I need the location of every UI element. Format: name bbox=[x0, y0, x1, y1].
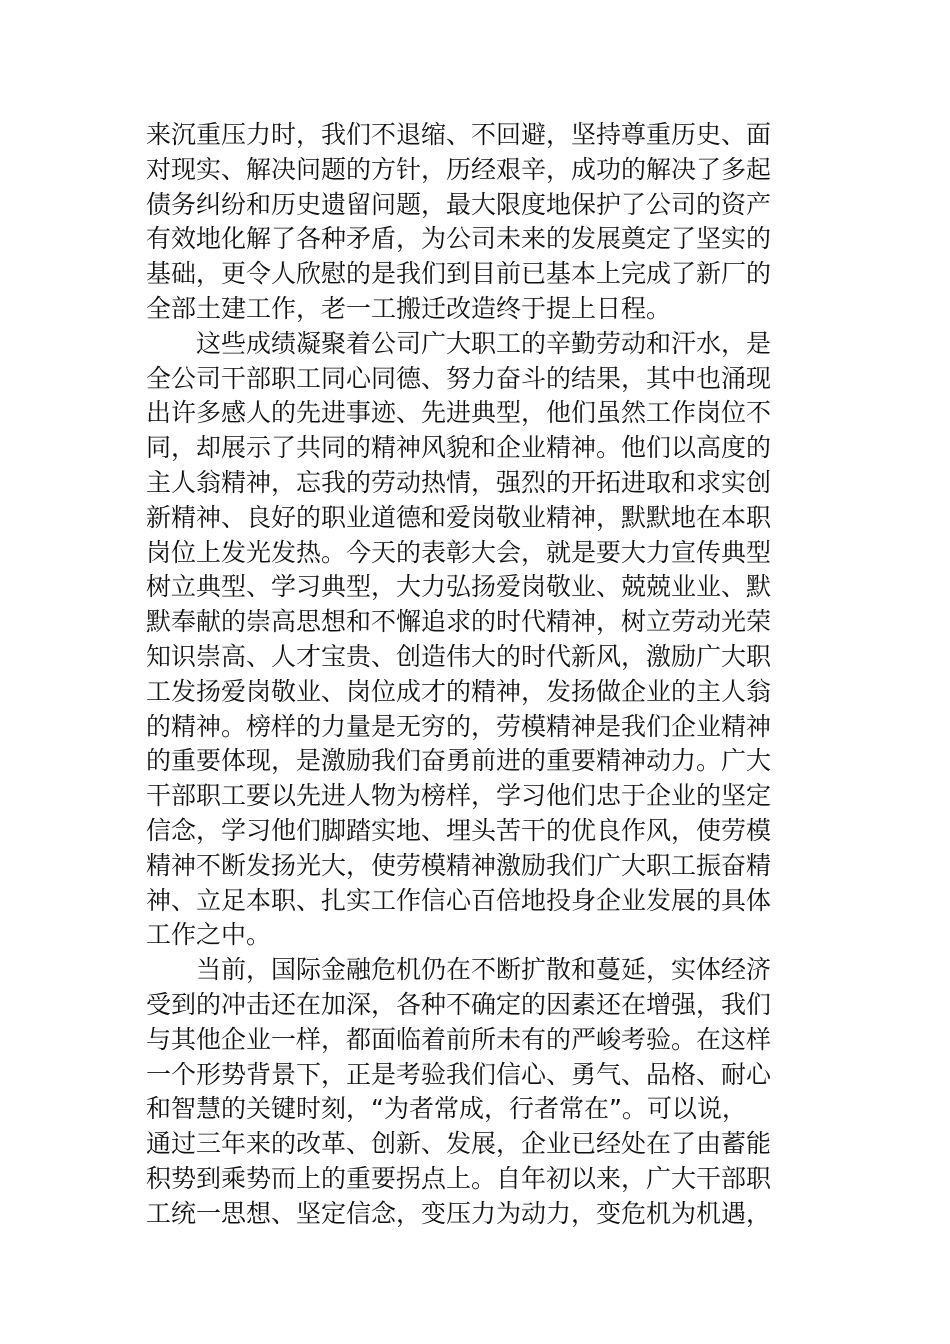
text-line: 工发扬爱岗敬业、岗位成才的精神，发扬做企业的主人翁 bbox=[146, 676, 772, 706]
text-line: 新精神、良好的职业道德和爱岗敬业精神，默默地在本职 bbox=[146, 502, 772, 532]
text-line: 同，却展示了共同的精神风貌和企业精神。他们以高度的 bbox=[146, 433, 772, 463]
text-line: 信念，学习他们脚踏实地、埋头苦干的优良作风，使劳模 bbox=[146, 815, 772, 845]
text-line: 出许多感人的先进事迹、先进典型，他们虽然工作岗位不 bbox=[146, 398, 772, 428]
text-line: 对现实、解决问题的方针，历经艰辛，成功的解决了多起 bbox=[146, 154, 772, 184]
text-line: 工作之中。 bbox=[146, 920, 272, 950]
text-line: 通过三年来的改革、创新、发展，企业已经处在了由蓄能 bbox=[146, 1129, 772, 1159]
text-line: 树立典型、学习典型，大力弘扬爱岗敬业、兢兢业业、默 bbox=[146, 572, 772, 602]
text-line: 精神不断发扬光大，使劳模精神激励我们广大职工振奋精 bbox=[146, 850, 772, 880]
text-line: 工统一思想、坚定信念，变压力为动力，变危机为机遇， bbox=[146, 1198, 772, 1228]
body-text bbox=[146, 118, 816, 1232]
text-line: 主人翁精神，忘我的劳动热情，强烈的开拓进取和求实创 bbox=[146, 467, 772, 497]
text-line: 的精神。榜样的力量是无穷的，劳模精神是我们企业精神 bbox=[146, 711, 772, 741]
text-line: 全部土建工作，老一工搬迁改造终于提上日程。 bbox=[146, 293, 672, 323]
text-line: 与其他企业一样，都面临着前所未有的严峻考验。在这样 bbox=[146, 1024, 772, 1054]
text-line: 一个形势背景下，正是考验我们信心、勇气、品格、耐心 bbox=[146, 1059, 772, 1089]
text-line: 基础，更令人欣慰的是我们到目前已基本上完成了新厂的 bbox=[146, 259, 772, 289]
paragraph-start-line: 这些成绩凝聚着公司广大职工的辛勤劳动和汗水，是 bbox=[196, 328, 772, 358]
text-line: 知识崇高、人才宝贵、创造伟大的时代新风，激励广大职 bbox=[146, 641, 772, 671]
text-line: 干部职工要以先进人物为榜样，学习他们忠于企业的坚定 bbox=[146, 781, 772, 811]
text-line: 来沉重压力时，我们不退缩、不回避，坚持尊重历史、面 bbox=[146, 120, 772, 149]
text-line: 全公司干部职工同心同德、努力奋斗的结果，其中也涌现 bbox=[146, 363, 772, 393]
paragraph-start-line: 当前，国际金融危机仍在不断扩散和蔓延，实体经济 bbox=[196, 955, 772, 985]
text-line: 受到的冲击还在加深，各种不确定的因素还在增强，我们 bbox=[146, 989, 772, 1019]
text-line: 和智慧的关键时刻，“为者常成，行者常在”。可以说， bbox=[146, 1094, 747, 1124]
text-line: 有效地化解了各种矛盾，为公司未来的发展奠定了坚实的 bbox=[146, 224, 772, 254]
text-line: 神、立足本职、扎实工作信心百倍地投身企业发展的具体 bbox=[146, 885, 772, 915]
text-line: 的重要体现，是激励我们奋勇前进的重要精神动力。广大 bbox=[146, 746, 772, 776]
text-line: 岗位上发光发热。今天的表彰大会，就是要大力宣传典型 bbox=[146, 537, 772, 567]
text-line: 默奉献的崇高思想和不懈追求的时代精神，树立劳动光荣 bbox=[146, 607, 772, 637]
text-line: 积势到乘势而上的重要拐点上。自年初以来，广大干部职 bbox=[146, 1163, 772, 1193]
text-line: 债务纠纷和历史遗留问题，最大限度地保护了公司的资产 bbox=[146, 189, 772, 219]
